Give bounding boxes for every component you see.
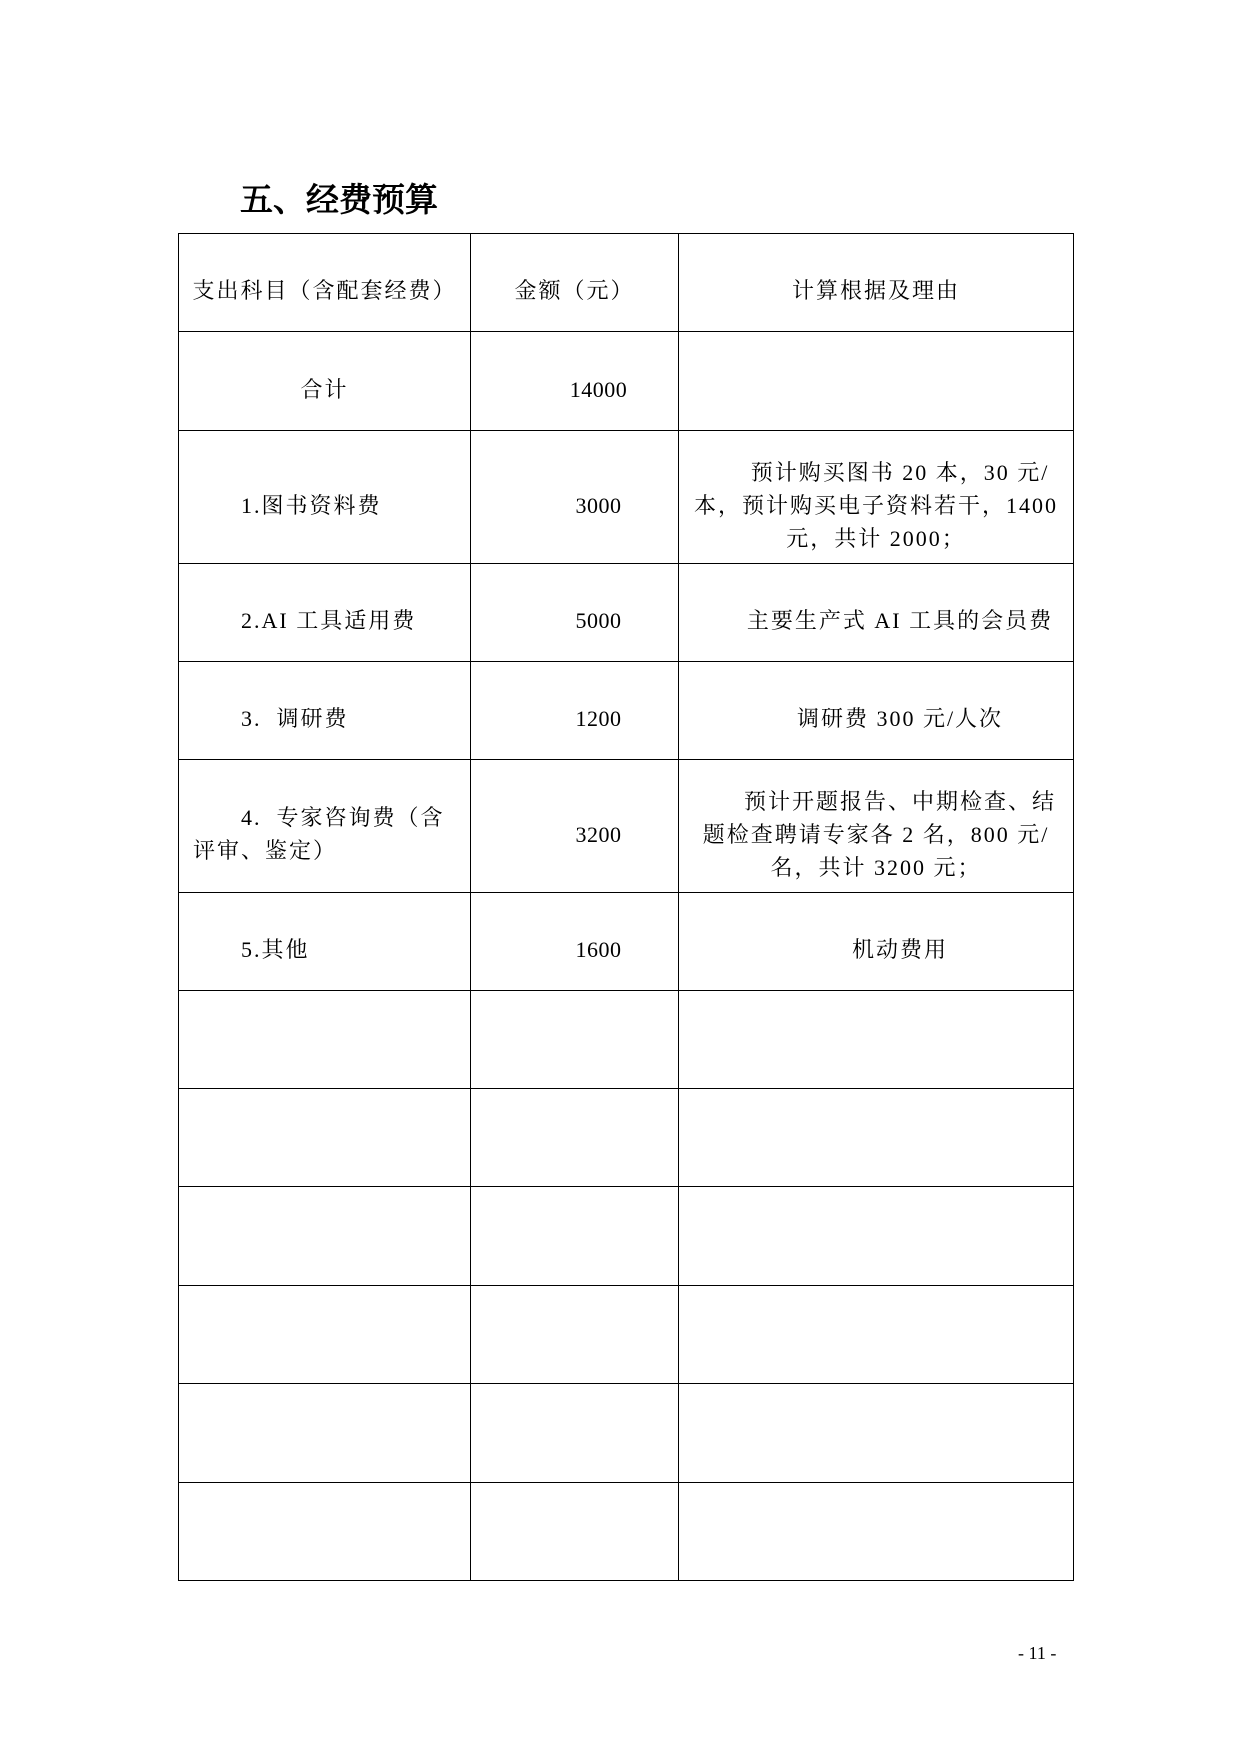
amount-cell xyxy=(471,893,679,991)
amount-cell xyxy=(471,760,679,893)
empty-cell xyxy=(471,1286,679,1384)
header-amount-cell xyxy=(471,234,679,332)
header-item-cell xyxy=(179,234,471,332)
item-cell xyxy=(179,893,471,991)
empty-cell xyxy=(179,1384,471,1483)
total-basis-cell xyxy=(679,332,1074,431)
item-cell xyxy=(179,564,471,662)
budget-row xyxy=(179,431,1074,564)
amount-value: 1600 xyxy=(575,937,622,962)
total-item-cell xyxy=(179,332,471,431)
header-basis-label: 计算根据及理由 xyxy=(791,278,960,303)
header-basis-cell xyxy=(679,234,1074,332)
basis-line: 主要生产式 AI 工具的会员费 xyxy=(746,608,1054,633)
empty-cell xyxy=(679,991,1074,1089)
basis-line: 名，共计 3200 元； xyxy=(770,854,982,880)
item-cell xyxy=(179,431,471,564)
basis-line: 题检查聘请专家各 2 名，800 元/ xyxy=(702,821,1050,847)
table-body xyxy=(179,234,1074,1581)
empty-row xyxy=(179,1286,1074,1384)
basis-cell xyxy=(679,564,1074,662)
page-number: - 11 - xyxy=(1018,1643,1057,1663)
header-item-label: 支出科目（含配套经费） xyxy=(192,278,457,303)
empty-cell xyxy=(679,1187,1074,1286)
budget-row xyxy=(179,893,1074,991)
basis-cell xyxy=(679,760,1074,893)
empty-cell xyxy=(679,1286,1074,1384)
empty-cell xyxy=(471,991,679,1089)
amount-value: 3000 xyxy=(575,492,622,518)
empty-cell xyxy=(179,1286,471,1384)
amount-value: 1200 xyxy=(575,706,622,731)
table-header-row xyxy=(179,234,1074,332)
total-amount-value: 14000 xyxy=(569,376,628,402)
empty-cell xyxy=(679,1089,1074,1187)
basis-cell xyxy=(679,431,1074,564)
item-line: 评审、鉴定） xyxy=(193,838,338,863)
header-amount-label: 金额（元） xyxy=(514,278,635,303)
basis-cell xyxy=(679,662,1074,760)
total-item-label: 合计 xyxy=(300,376,349,402)
amount-cell xyxy=(471,431,679,564)
total-row xyxy=(179,332,1074,431)
empty-cell xyxy=(471,1483,679,1581)
basis-line: 预计开题报告、中期检查、结 xyxy=(743,788,1056,814)
empty-cell xyxy=(179,1187,471,1286)
amount-value: 5000 xyxy=(575,608,622,633)
budget-row xyxy=(179,564,1074,662)
basis-line: 机动费用 xyxy=(851,937,948,962)
basis-line: 元，共计 2000； xyxy=(786,525,966,551)
basis-cell xyxy=(679,893,1074,991)
empty-row xyxy=(179,1089,1074,1187)
budget-row xyxy=(179,662,1074,760)
budget-row xyxy=(179,760,1074,893)
empty-cell xyxy=(471,1384,679,1483)
empty-cell xyxy=(471,1187,679,1286)
item-line: 3. 调研费 xyxy=(241,706,349,731)
item-line: 4. 专家咨询费（含 xyxy=(241,805,445,830)
basis-line: 调研费 300 元/人次 xyxy=(796,706,1004,731)
total-amount-cell xyxy=(471,332,679,431)
empty-row xyxy=(179,991,1074,1089)
amount-cell xyxy=(471,662,679,760)
budget-table xyxy=(178,233,1074,1581)
empty-cell xyxy=(179,1089,471,1187)
empty-row xyxy=(179,1483,1074,1581)
item-line: 5.其他 xyxy=(241,937,310,962)
empty-cell xyxy=(471,1089,679,1187)
empty-cell xyxy=(679,1384,1074,1483)
empty-cell xyxy=(679,1483,1074,1581)
item-line: 1.图书资料费 xyxy=(241,492,382,518)
item-line: 2.AI 工具适用费 xyxy=(241,608,417,633)
amount-cell xyxy=(471,564,679,662)
basis-line: 本，预计购买电子资料若干，1400 xyxy=(693,492,1058,518)
item-cell xyxy=(179,760,471,893)
section-title: 五、经费预算 xyxy=(240,180,438,219)
empty-cell xyxy=(179,1483,471,1581)
item-cell xyxy=(179,662,471,760)
basis-line: 预计购买图书 20 本，30 元/ xyxy=(750,459,1050,485)
empty-row xyxy=(179,1384,1074,1483)
amount-value: 3200 xyxy=(575,821,622,847)
empty-cell xyxy=(179,991,471,1089)
empty-row xyxy=(179,1187,1074,1286)
